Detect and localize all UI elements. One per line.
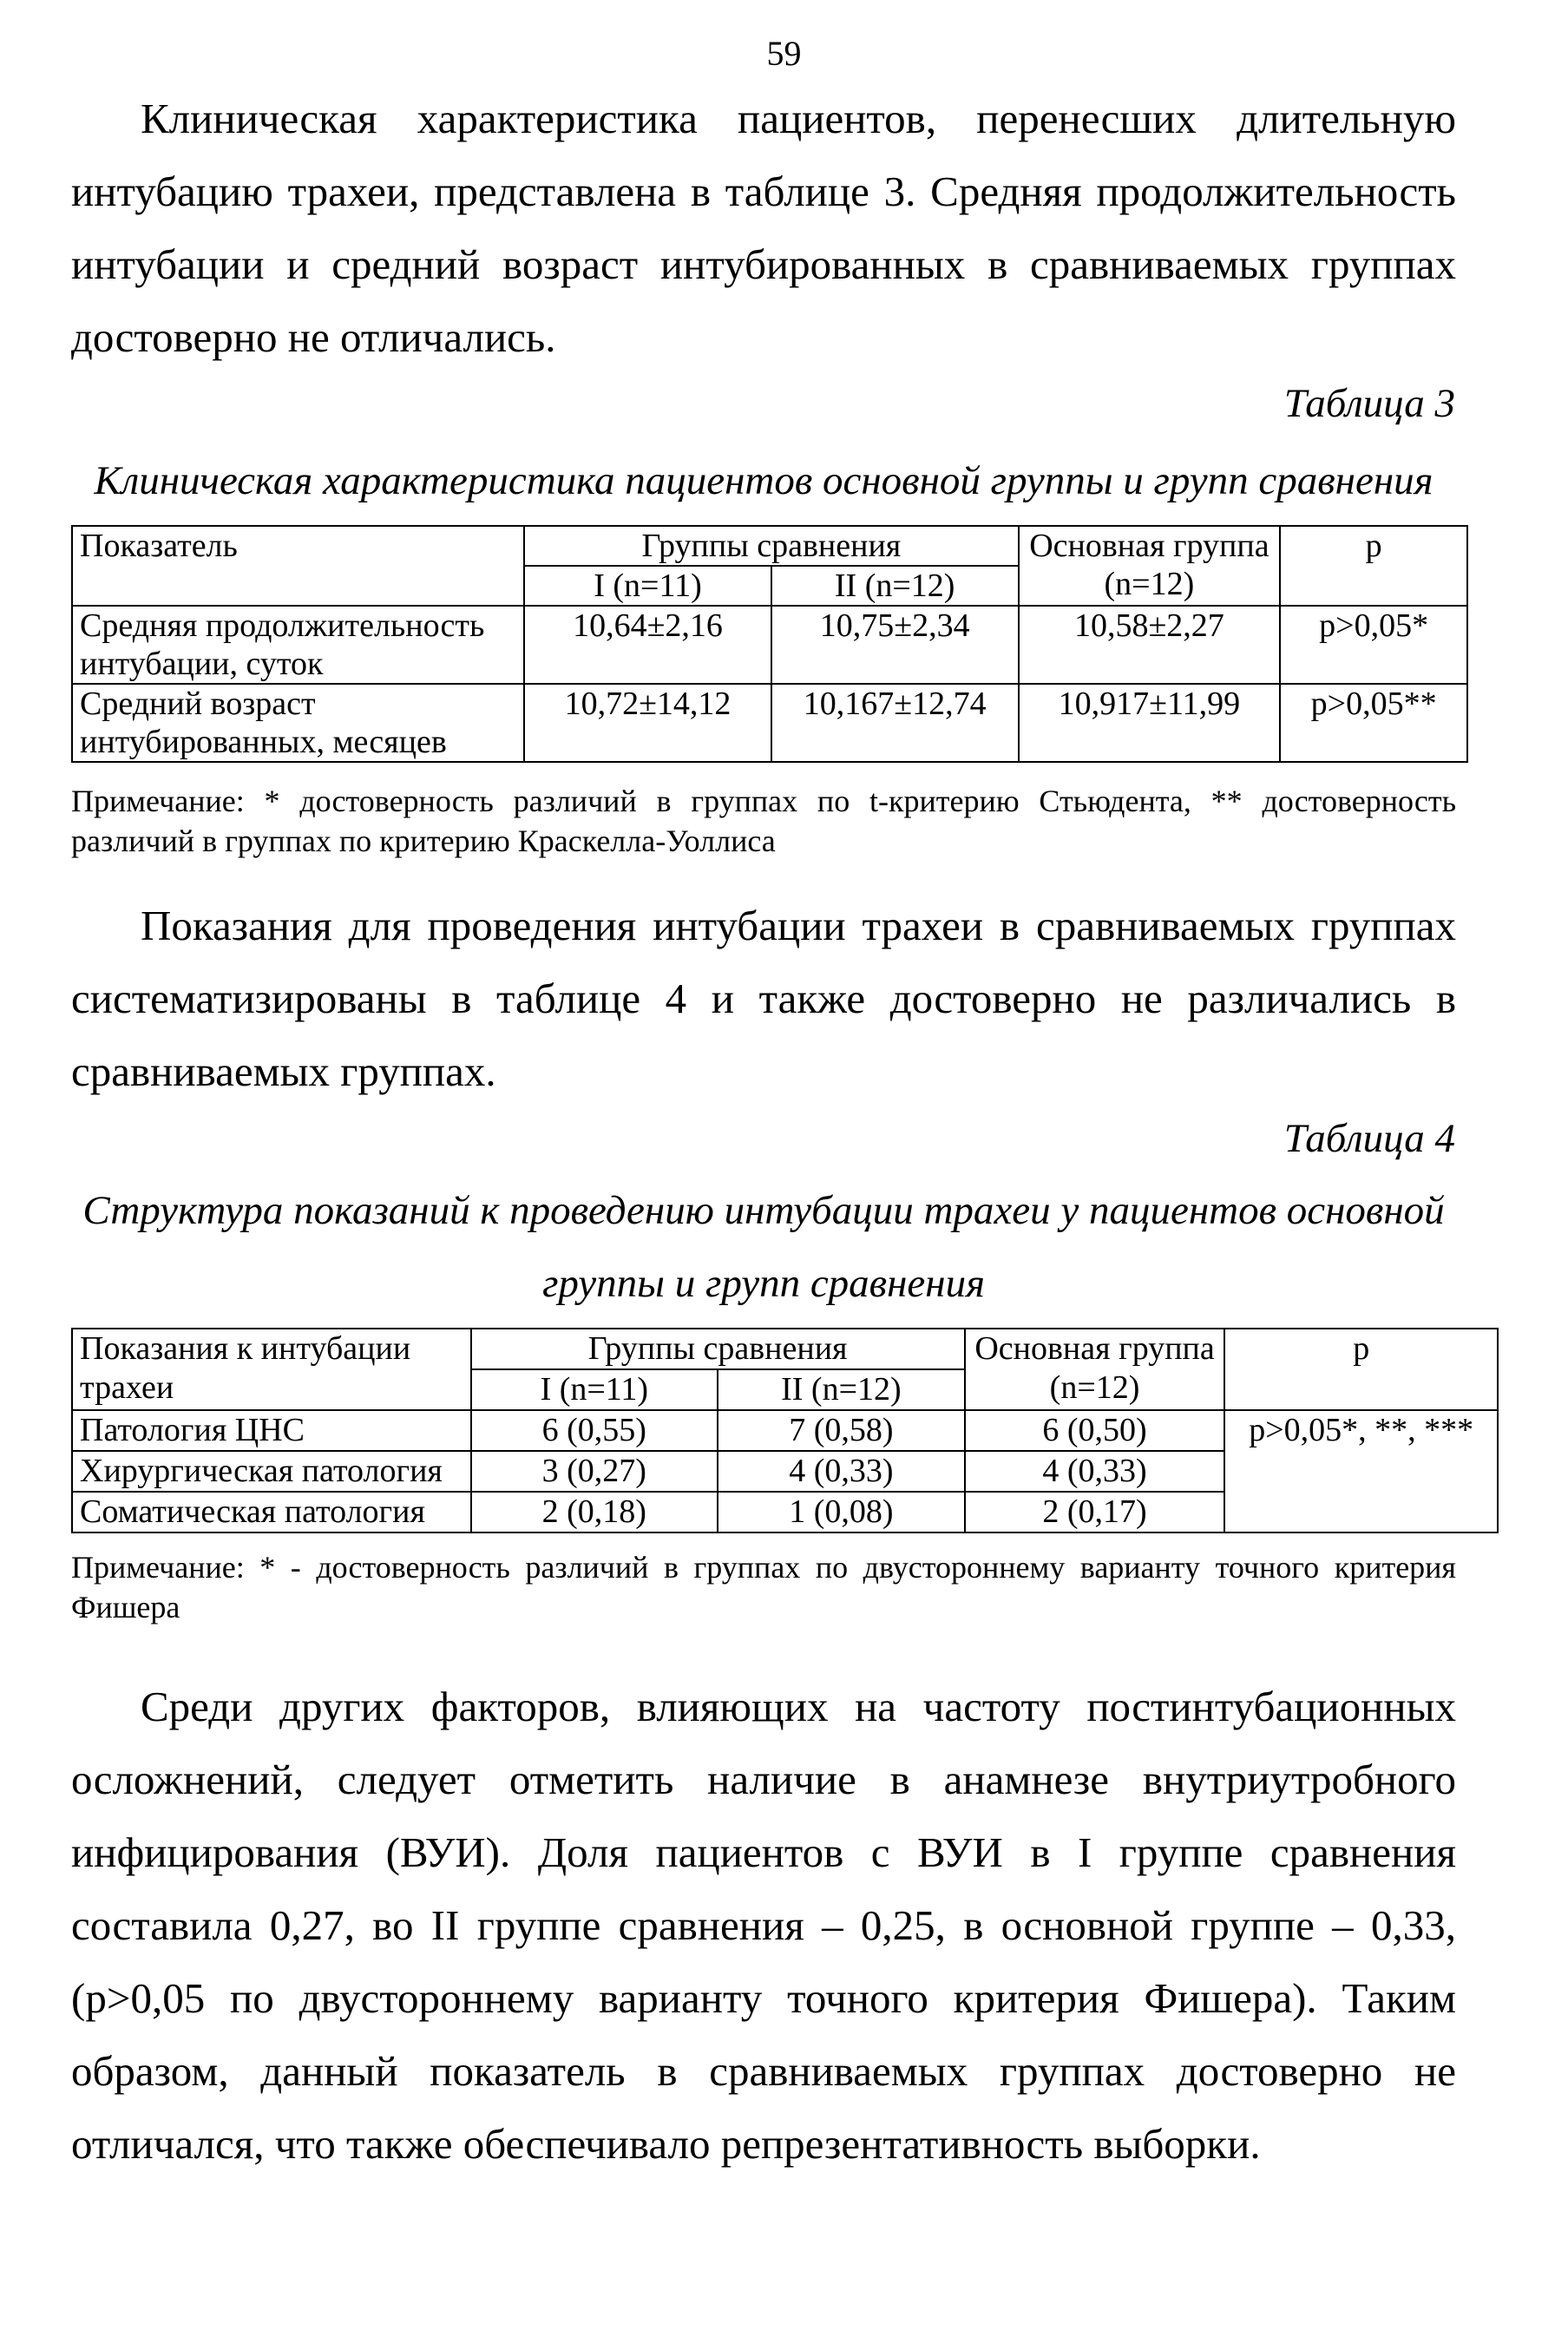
table-row [72,606,1467,684]
table4-cell: 2 (0,17) [965,1492,1225,1532]
paragraph-3: Среди других факторов, влияющих на частоту постинтубационных осложнений, следует отметить наличие в анамнезе внутриутробного инфицирования (ВУИ). Доля пациентов с ВУИ в I группе сравнения составила 0,27, во II группе сравнения – 0,25, в основной группе – 0,33, (p>0,05 по двустороннему варианту точного критерия Фишера). Таким образом, данный показатель в сравниваемых группах достоверно не отличался, что также обеспечивало репрезентативность выборки. [71,1683,1456,2168]
table4-cell: 6 (0,55) [471,1410,718,1451]
table4-header-groups: Группы сравнения [471,1329,965,1369]
table3-cell: 10,72±14,12 [524,684,771,762]
table3-header-row [72,526,1467,566]
table4 [71,1328,1499,1533]
table4-row-label: Соматическая патология [72,1492,471,1532]
table4-cell: 6 (0,50) [965,1410,1225,1451]
table3-header-g2: II (n=12) [771,566,1019,606]
table-row [72,1410,1498,1451]
table4-cell: 3 (0,27) [471,1451,718,1492]
table4-row-label: Патология ЦНС [72,1410,471,1451]
table3-cell: 10,58±2,27 [1019,606,1281,684]
table3-cell: 10,917±11,99 [1019,684,1281,762]
table3-header-groups: Группы сравнения [524,526,1018,566]
table4-row-label: Хирургическая патология [72,1451,471,1492]
table3-cell: 10,75±2,34 [771,606,1019,684]
table3-cell: p>0,05** [1280,684,1467,762]
table4-header-g1: I (n=11) [471,1369,718,1410]
paragraph-2: Показания для проведения интубации трахеи в сравниваемых группах систематизированы в таблице 4 и также достоверно не различались в сравниваемых группах. [71,902,1456,1095]
table4-title-line2: группы и групп сравнения [542,1261,985,1306]
table3-header-indicator: Показатель [72,526,524,606]
table3-caption: Таблица 3 [1283,381,1455,426]
table3 [71,525,1468,763]
table3-header-main: Основная группа (n=12) [1019,526,1281,606]
table4-p-value: p>0,05*, **, *** [1224,1410,1498,1532]
page-number: 59 [766,34,802,73]
table3-note: Примечание: * достоверность различий в группах по t-критерию Стьюдента, ** достоверность различий в группах по критерию Краскелла-Уоллиса [71,784,1456,858]
paragraph-1: Клиническая характеристика пациентов, перенесших длительную интубацию трахеи, представлена в таблице 3. Средняя продолжительность интубации и средний возраст интубированных в сравниваемых группах достоверно не отличались. [71,95,1456,361]
table4-cell: 1 (0,08) [718,1492,965,1532]
table4-cell: 4 (0,33) [718,1451,965,1492]
table4-cell: 2 (0,18) [471,1492,718,1532]
table3-cell: p>0,05* [1280,606,1467,684]
table4-header-indication: Показания к интубации трахеи [72,1329,471,1410]
table4-caption: Таблица 4 [1283,1116,1455,1161]
table4-note: Примечание: * - достоверность различий в группах по двустороннему варианту точного критерия Фишера [71,1550,1456,1624]
table4-title-line1: Структура показаний к проведению интубации трахеи у пациентов основной [82,1188,1445,1233]
table4-header-g2: II (n=12) [718,1369,965,1410]
table3-cell: 10,167±12,74 [771,684,1019,762]
table3-header-g1: I (n=11) [524,566,771,606]
table3-header-p: p [1280,526,1467,606]
table4-cell: 7 (0,58) [718,1410,965,1451]
table4-header-p: p [1224,1329,1498,1410]
table4-cell: 4 (0,33) [965,1451,1225,1492]
table3-row-label: Средний возраст интубированных, месяцев [72,684,524,762]
table3-cell: 10,64±2,16 [524,606,771,684]
table3-title: Клиническая характеристика пациентов основной группы и групп сравнения [94,458,1434,503]
table4-header-row [72,1329,1498,1369]
table4-header-main: Основная группа (n=12) [965,1329,1225,1410]
table3-row-label: Средняя продолжительность интубации, суток [72,606,524,684]
table-row [72,684,1467,762]
